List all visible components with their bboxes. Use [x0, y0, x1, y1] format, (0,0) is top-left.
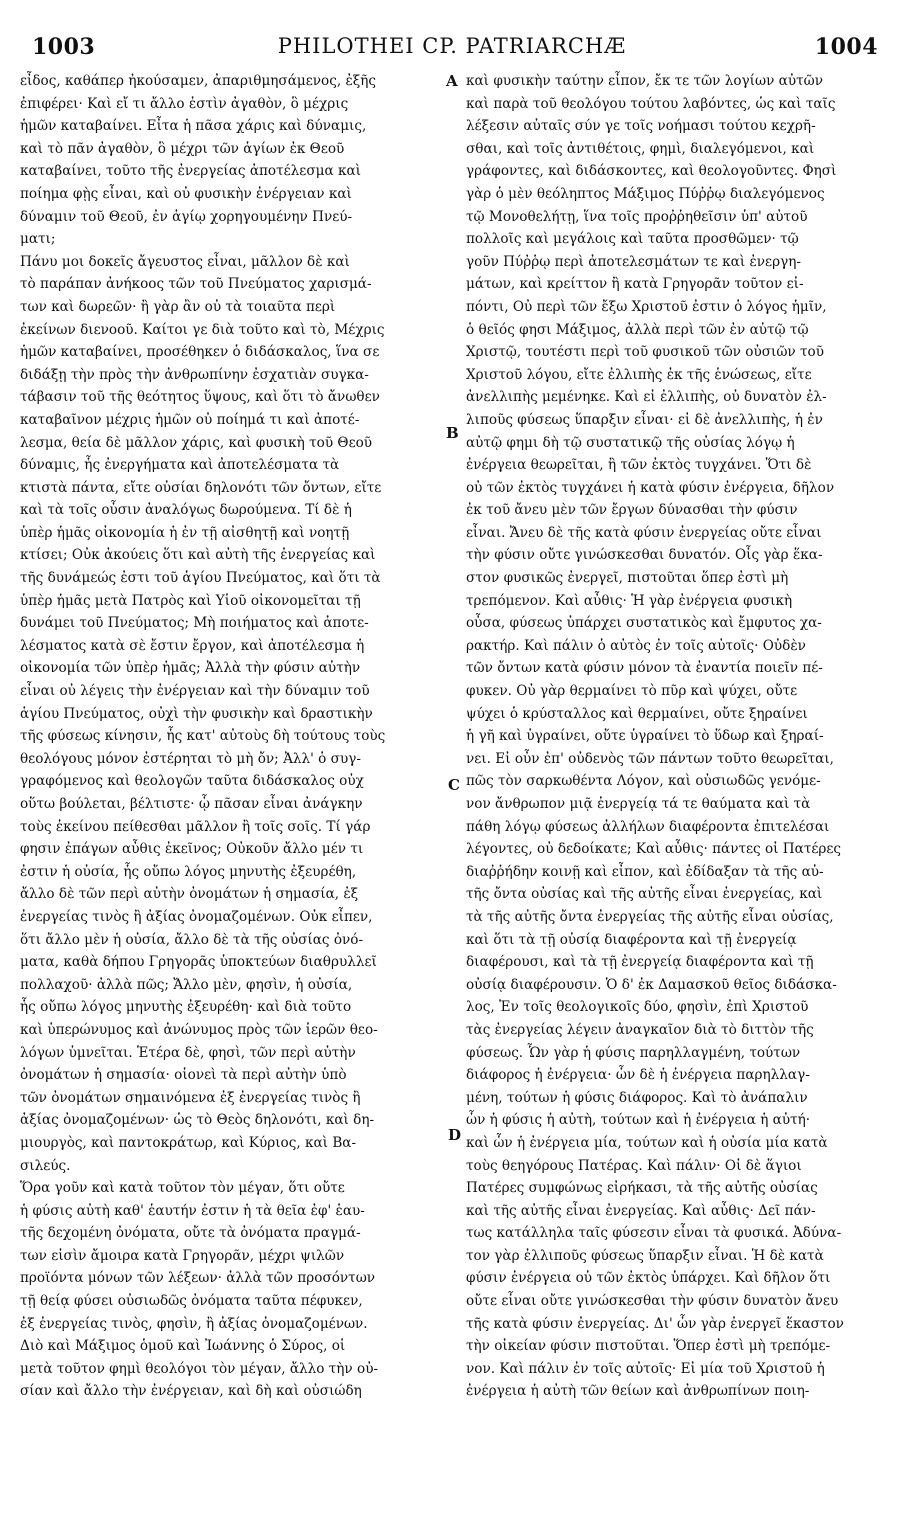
text-line: μιουργὸς, καὶ παντοκράτωρ, καὶ Κύριος, καὶ Βα-: [20, 1134, 357, 1151]
text-line: αὐτῷ φημι δὴ τῷ συστατικῷ τῆς οὐσίας λόγῳ ἡ: [466, 434, 795, 451]
text-line: λεσμα, θεία δὲ μᾶλλον χάρις, καὶ φυσικὴ τοῦ Θεοῦ: [20, 434, 373, 451]
text-line: φύσεως. Ὧν γὰρ ἡ φύσις παρηλλαγμένη, τούτων: [466, 1044, 801, 1061]
text-line: τὴν οἰκείαν φύσιν πιστοῦται. Ὅπερ ἐστὶ μὴ τρεπόμε-: [466, 1338, 831, 1355]
text-line: τρεπόμενον. Καὶ αὖθις· Ἡ γὰρ ἐνέργεια φυσικὴ: [466, 592, 793, 609]
text-line: φυκεν. Οὐ γὰρ θερμαίνει τὸ πῦρ καὶ ψύχει, οὔτε: [466, 683, 798, 700]
page-header: [20, 30, 884, 66]
text-line: οὔτε εἶναι οὔτε γινώσκεσθαι τὴν φύσιν δυνατὸν ἄνευ: [466, 1293, 839, 1310]
text-line: ἐξ ἐνεργείας τινὸς, φησὶν, ἢ ἀξίας ὀνομαζομένων.: [20, 1315, 368, 1332]
margin-letter-b: B: [446, 424, 459, 442]
right-column: [466, 70, 884, 1403]
text-line: ἐκείνων διενοοῦ. Καίτοι γε διὰ τοῦτο καὶ τὸ, Μέχρις: [20, 321, 385, 338]
text-line: εἶναι. Ἄνευ δὲ τῆς κατὰ φύσιν ἐνεργείας οὔτε εἶναι: [466, 524, 822, 541]
text-line: νει. Εἰ οὖν ἐπ' οὐδενὸς τῶν πάντων τοῦτο θεωρεῖται,: [466, 750, 835, 767]
text-line: ἡμῶν καταβαίνει. Εἶτα ἡ πᾶσα χάρις καὶ δύναμις,: [20, 118, 367, 135]
text-line: καὶ φυσικὴν ταύτην εἶπον, ἔκ τε τῶν λογίων αὐτῶν: [466, 73, 823, 89]
text-line: λέξεσιν αὐταῖς σύν γε τοῖς νοήμασι τούτου κεχρῆ-: [466, 118, 816, 135]
text-line: καὶ ὧν ἡ ἐνέργεια μία, τούτων καὶ ἡ οὐσία μία κατὰ: [466, 1134, 828, 1151]
text-line: ματι;: [20, 231, 56, 248]
text-line: γοῦν Πύῤῥῳ περὶ ἀποτελεσμάτων τε καὶ ἐνεργη-: [466, 253, 801, 270]
text-line: τὰ τῆς αὐτῆς ὄντα ἐνεργείας τῆς αὐτῆς εἶναι οὐσίας,: [466, 908, 834, 925]
text-line: γραφόμενος καὶ θεολογῶν ταῦτα διδάσκαλος οὐχ: [20, 773, 364, 790]
left-page-number: 1003: [32, 34, 96, 60]
text-line: πόντι, Οὐ περὶ τῶν ἔξω Χριστοῦ ἐστιν ὁ λόγος ἡμῖν,: [466, 298, 827, 315]
text-line: ἐνέργεια θεωρεῖται, ἢ τῶν ἐκτὸς τυγχάνει. Ὅτι δὲ: [466, 457, 812, 474]
text-line: ὧν ἡ φύσις ἡ αὐτὴ, τούτων καὶ ἡ ἐνέργεια ἡ αὐτή·: [466, 1112, 811, 1129]
text-line: Πατέρες συμφώνως εἰρήκασι, τὰ τῆς αὐτῆς οὐσίας: [466, 1180, 818, 1197]
text-line: ποίημα φῂς εἶναι, καὶ οὐ φυσικὴν ἐνέργειαν καὶ: [20, 185, 352, 202]
text-line: καταβαῖνον μέχρις ἡμῶν οὐ ποίημά τι καὶ ἀποτέ-: [20, 411, 360, 428]
text-line: πολλοῖς καὶ μεγάλοις καὶ ταῦτα προσθῶμεν· τῷ: [466, 231, 799, 248]
text-line: λέσματος κατὰ σὲ ἔστιν ἔργον, καὶ ἀποτέλεσμα ἡ: [20, 637, 365, 654]
text-line: τῶν ὄντων κατὰ φύσιν μόνον τὰ ἐναντία ποιεῖν πέ-: [466, 660, 823, 677]
text-line: λέγοντες, οὐ δεδοίκατε; Καὶ αὖθις· πάντες οἱ Πατέρες: [466, 841, 842, 858]
text-line: τῆς φύσεως κίνησιν, ἧς κατ' αὐτοὺς δὴ τούτους τοὺς: [20, 728, 386, 745]
text-line: ψύχει ὁ κρύσταλλος καὶ θερμαίνει, οὔτε ξηραίνει: [466, 705, 808, 722]
text-line: οὐσίᾳ διαφέρουσιν. Ὁ δ' ἐκ Δαμασκοῦ θεῖος διδάσκα-: [466, 976, 837, 993]
text-line: μάτων, καὶ κρείττον ἢ κατὰ Γρηγορᾶν τοῦτον εἰ-: [466, 276, 804, 293]
text-line: εἶναι οὐ λέγεις τὴν ἐνέργειαν καὶ τὴν δύναμιν τοῦ: [20, 683, 370, 700]
text-line: ἀξίας ὀνομαζομένων· ὡς τὸ Θεὸς δηλονότι, καὶ δη-: [20, 1112, 375, 1129]
text-line: ματα, καθὰ δήπου Γρηγορᾶς ὑποκτεύων διαθρυλλεῖ: [20, 954, 377, 971]
text-line: τῶν ὀνομάτων σημαινόμενα ἐξ ἐνεργείας τινὸς ἢ: [20, 1089, 361, 1106]
text-line: καὶ τὰ τοῖς οὖσιν ἀναλόγως δωρούμενα. Τί δὲ ἡ: [20, 502, 352, 519]
text-line: μετὰ τοῦτον φημὶ θεολόγοι τὸν μέγαν, ἄλλο τὴν οὐ-: [20, 1360, 379, 1377]
text-line: διαφέρουσι, καὶ τὰ τῇ ἐνεργείᾳ διαφέροντα καὶ τῇ: [466, 954, 814, 971]
text-line: τὸ παράπαν ἀνήκοος τῶν τοῦ Πνεύματος χαρισμά-: [20, 276, 372, 293]
text-line: οὐ τῶν ἐκτὸς τυγχάνει ἡ κατὰ φύσιν ἐνέργεια, δῆλον: [466, 479, 835, 496]
text-line: ἀνελλιπὴς μεμένηκε. Καὶ εἰ ἐλλιπὴς, οὐ δυνατὸν ἐλ-: [466, 389, 827, 406]
text-line: τῇ θείᾳ φύσει οὐσιωδῶς ὀνόματα ταῦτα πέφυκεν,: [20, 1293, 363, 1310]
text-line: τάβασιν τοῦ τῆς θεότητος ὕψους, καὶ ὅτι τὸ ἄνωθεν: [20, 389, 380, 406]
text-line: καὶ παρὰ τοῦ θεολόγου τούτου λαβόντες, ὡς καὶ ταῖς: [466, 95, 836, 112]
text-line: Χριστῷ, τουτέστι περὶ τοῦ φυσικοῦ τῶν οὐσιῶν τοῦ: [466, 344, 824, 361]
text-line: τῆς ὄντα οὐσίας καὶ τῆς αὐτῆς εἶναι ἐνεργείας, καὶ: [466, 886, 823, 903]
text-line: λόγων ὑμνεῖται. Ἑτέρα δὲ, φησὶ, τῶν περὶ αὐτὴν: [20, 1044, 356, 1061]
text-line: καταβαίνει, τοῦτο τῆς ἐνεργείας ἀποτέλεσμα καὶ: [20, 163, 361, 180]
margin-letter-c: C: [448, 776, 460, 794]
text-line: πολλαχοῦ· ἀλλὰ πῶς; Ἄλλο μὲν, φησὶν, ἡ οὐσία,: [20, 976, 353, 993]
text-line: Χριστοῦ λόγου, εἴτε ἐλλιπὴς ἐκ τῆς ἑνώσεως, εἴτε: [466, 366, 812, 383]
text-line: λος, Ἐν τοῖς θεολογικοῖς δύο, φησὶν, ἐπὶ Χριστοῦ: [466, 999, 809, 1016]
text-line: εἶδος, καθάπερ ἠκούσαμεν, ἀπαριθμησάμενος, ἐξῆς: [20, 73, 377, 89]
text-line: τῷ Μονοθελήτῃ, ἵνα τοῖς προῤῥηθεῖσιν ὑπ' αὐτοῦ: [466, 208, 808, 225]
text-line: γράφοντες, καὶ διδάσκοντες, καὶ θεολογοῦντες. Φησὶ: [466, 163, 837, 180]
text-line: των εἰσὶν ἄμοιρα κατὰ Γρηγορᾶν, μέχρι ψιλῶν: [20, 1247, 345, 1264]
text-line: γὰρ ὁ μὲν θεόληπτος Μάξιμος Πύῤῥῳ διαλεγόμενος: [466, 185, 825, 202]
text-line: καὶ τὸ πᾶν ἀγαθὸν, ὃ μέχρι τῶν ἁγίων ἐκ Θεοῦ: [20, 140, 345, 157]
text-line: καὶ τῆς αὐτῆς εἶναι ἐνεργείας. Καὶ αὖθις· Δεῖ πάν-: [466, 1202, 816, 1219]
text-line: τοὺς ἐκείνου πείθεσθαι μᾶλλον ἢ τοῖς σοῖς. Τί γάρ: [20, 818, 371, 835]
text-line: σιλεύς.: [20, 1157, 71, 1174]
margin-letter-a: A: [446, 72, 458, 90]
text-line: ὑπὲρ ἡμᾶς οἰκονομία ἡ ἐν τῇ αἰσθητῇ καὶ νοητῇ: [20, 524, 350, 541]
text-line: ἐπιφέρει· Καὶ εἴ τι ἄλλο ἐστὶν ἀγαθὸν, ὃ μέχρις: [20, 95, 349, 112]
text-line: τῆς κατὰ φύσιν ἐνεργείας. Δι' ὧν γὰρ ἐνεργεῖ ἕκαστον: [466, 1315, 844, 1332]
text-line: προϊόντα μόνων τῶν λέξεων· ἀλλὰ τῶν προσόντων: [20, 1270, 376, 1287]
running-title: PHILOTHEI CP. PATRIARCHÆ: [277, 34, 627, 58]
text-line: λιποῦς φύσεως ὕπαρξιν εἶναι· εἰ δὲ ἀνελλιπὴς, ἡ ἐν: [466, 411, 823, 428]
text-line: νον ἄνθρωπον μιᾷ ἐνεργείᾳ τά τε θαύματα καὶ τὰ: [466, 796, 811, 812]
text-line: διαῤῥήδην κοινῇ καὶ εἶπον, καὶ ἐδίδαξαν τὰ τῆς αὐ-: [466, 863, 824, 880]
text-line: ἐστιν ἡ οὐσία, ἧς οὔπω λόγος μηνυτὴς ἐξευρέθη,: [20, 863, 357, 880]
text-line: κτίσει; Οὐκ ἀκούεις ὅτι καὶ αὐτὴ τῆς ἐνεργείας καὶ: [20, 547, 376, 564]
text-line: ὑπὲρ ἡμᾶς μετὰ Πατρὸς καὶ Υἱοῦ οἰκονομεῖται τῇ: [20, 592, 361, 609]
text-line: τον γὰρ ἐλλιποῦς φύσεως ὕπαρξιν εἶναι. Ἡ δὲ κατὰ: [466, 1247, 824, 1264]
text-line: πάθη λόγῳ φύσεως ἀλλήλων διαφέροντα ἐπιτελέσαι: [466, 818, 830, 835]
text-line: δυνάμει τοῦ Πνεύματος; Μὴ ποιήματος καὶ ἀποτε-: [20, 615, 369, 632]
text-line: τοὺς θεηγόρους Πατέρας. Καὶ πάλιν· Οἱ δὲ ἅγιοι: [466, 1157, 802, 1174]
text-line: ὀνομάτων ἡ σημασία· οἱονεὶ τὰ περὶ αὐτὴν ὑπὸ: [20, 1067, 347, 1084]
text-line: Πάνυ μοι δοκεῖς ἄγευστος εἶναι, μᾶλλον δὲ καὶ: [20, 253, 350, 270]
text-line: ἡμῶν καταβαίνει, προσέθηκεν ὁ διδάσκαλος, ἵνα σε: [20, 344, 380, 361]
text-line: των καὶ δωρεῶν· ἢ γὰρ ἂν οὐ τὰ τοιαῦτα περὶ: [20, 298, 336, 315]
text-line: ἡ φύσις αὐτὴ καθ' ἑαυτήν ἐστιν ἡ τὰ θεῖα ἐφ' ἑαυ-: [20, 1202, 365, 1219]
text-line: τως κατάλληλα ταῖς φύσεσιν εἶναι τὰ φυσικά. Ἀδύνα-: [466, 1225, 842, 1242]
text-line: διδάξῃ τὴν πρὸς τὴν ἀνθρωπίνην ἐσχατιὰν συγκα-: [20, 366, 369, 383]
text-line: ἁγίου Πνεύματος, οὐχὶ τὴν φυσικὴν καὶ δραστικὴν: [20, 705, 373, 722]
text-line: τὴν φύσιν οὔτε γινώσκεσθαι δυνατόν. Οἷς γὰρ ἕκα-: [466, 547, 823, 564]
text-line: ἡ γῆ καὶ ὑγραίνει, οὔτε ὑγραίνει τὸ ὕδωρ καὶ ξηραί-: [466, 728, 824, 745]
text-line: στον φυσικῶς ἐνεργεῖ, πιστοῦται ὅπερ ἐστὶ μὴ: [466, 570, 789, 587]
text-line: οἰκονομία τῶν ὑπὲρ ἡμᾶς; Ἀλλὰ τὴν φύσιν αὐτὴν: [20, 660, 361, 677]
text-line: ὅτι ἄλλο μὲν ἡ οὐσία, ἄλλο δὲ τὰ τῆς οὐσίας ὀνό-: [20, 931, 364, 948]
text-line: ρακτήρ. Καὶ πάλιν ὁ αὐτὸς ἐν τοῖς αὐτοῖς· Οὐδὲν: [466, 637, 806, 654]
text-line: θεολόγους μόνον ἐστέρηται τὸ μὴ ὄν; Ἀλλ' ὁ συγ-: [20, 750, 361, 767]
text-line: ἧς οὔπω λόγος μηνυτὴς ἐξευρέθη· καὶ διὰ τοῦτο: [20, 999, 352, 1016]
text-line: δύναμιν τοῦ Θεοῦ, ἐν ἁγίῳ χορηγουμένην Πνεύ-: [20, 208, 353, 225]
text-line: ἐνέργεια ἡ αὐτὴ τῶν θείων καὶ ἀνθρωπίνων ποιη-: [466, 1383, 810, 1400]
left-column: [20, 70, 442, 1403]
text-line: νον. Καὶ πάλιν ἐν τοῖς αὐτοῖς· Εἰ μία τοῦ Χριστοῦ ἡ: [466, 1360, 825, 1377]
text-line: διάφορος ἡ ἐνέργεια· ὧν δὲ ἡ ἐνέργεια παρηλλαγ-: [466, 1067, 810, 1084]
text-line: καὶ ὑπερώνυμος καὶ ἀνώνυμος πρὸς τῶν ἱερῶν θεο-: [20, 1021, 378, 1038]
text-line: φησιν ἐπάγων αὖθις ἐκεῖνος; Οὐκοῦν ἄλλο μέν τι: [20, 841, 364, 858]
text-line: οὕτω βούλεται, βέλτιστε· ᾧ πᾶσαν εἶναι ἀνάγκην: [20, 796, 363, 812]
text-line: πῶς τὸν σαρκωθέντα Λόγον, καὶ οὐσιωδῶς γενόμε-: [466, 773, 821, 790]
text-line: τῆς δεχομένη ὀνόματα, οὔτε τὰ ὀνόματα πραγμά-: [20, 1225, 361, 1242]
margin-letter-d: D: [448, 1126, 462, 1144]
text-line: ἐκ τοῦ ἄνευ μὲν τῶν ἔργων δύνασθαι τὴν φύσιν: [466, 502, 798, 519]
text-line: καὶ ὅτι τὰ τῇ οὐσίᾳ διαφέροντα καὶ τῇ ἐνεργείᾳ: [466, 931, 797, 948]
text-line: δύναμις, ἧς ἐνεργήματα καὶ ἀποτελέσματα τὰ: [20, 457, 340, 474]
text-line: τῆς δυνάμεώς ἐστι τοῦ ἁγίου Πνεύματος, καὶ ὅτι τὰ: [20, 570, 381, 587]
text-line: ὁ θεῖός φησι Μάξιμος, ἀλλὰ περὶ τῶν ἐν αὐτῷ τῷ: [466, 321, 809, 338]
right-page-number: 1004: [814, 34, 878, 60]
text-line: σθαι, καὶ τοῖς ἀντιθέτοις, φημὶ, διαλεγόμενοι, καὶ: [466, 140, 815, 157]
text-line: οὖσα, φύσεως ὑπάρχει συστατικὸς καὶ ἔμφυτος χα-: [466, 615, 822, 632]
text-line: φύσιν ἐνέργεια οὐ τῶν ἐκτὸς ὑπάρχει. Καὶ δῆλον ὅτι: [466, 1270, 831, 1287]
text-line: Ὅρα γοῦν καὶ κατὰ τοῦτον τὸν μέγαν, ὅτι οὔτε: [20, 1180, 345, 1197]
text-line: ἄλλο δὲ τῶν περὶ αὐτὴν ὀνομάτων ἡ σημασία, ἐξ: [20, 886, 359, 903]
text-line: σίαν καὶ ἄλλο τὴν ἐνέργειαν, καὶ δὴ καὶ οὐσιώδη: [20, 1383, 362, 1400]
text-line: Διὸ καὶ Μάξιμος ὁμοῦ καὶ Ἰωάννης ὁ Σύρος, οἱ: [20, 1338, 346, 1355]
text-line: ἐνεργείας τινὸς ἢ ἀξίας ὀνομαζομένων. Οὐκ εἶπεν,: [20, 908, 373, 925]
text-line: τὰς ἐνεργείας λέγειν ἀναγκαῖον διὰ τὸ διττὸν τῆς: [466, 1021, 814, 1038]
text-line: κτιστὰ πάντα, εἴτε οὐσίαι δηλονότι τῶν ὄντων, εἴτε: [20, 479, 382, 496]
text-line: μένη, τούτων ἡ φύσις διάφορος. Καὶ τὸ ἀνάπαλιν: [466, 1089, 808, 1106]
